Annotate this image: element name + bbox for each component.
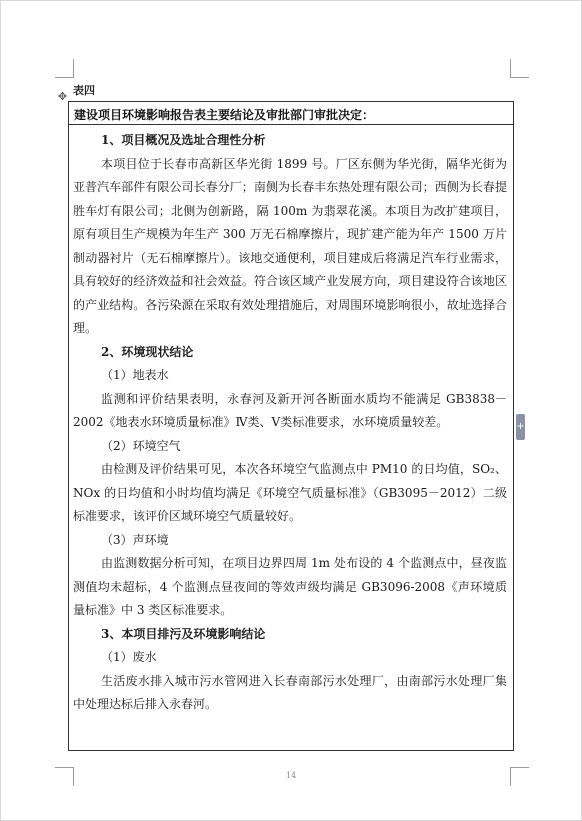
table-header-divider (69, 124, 513, 125)
subsection-title: （2）环境空气 (101, 438, 181, 453)
table-label: 表四 (73, 84, 95, 97)
subsection-title: （1）废水 (101, 650, 157, 664)
table-title: 建设项目环境影响报告表主要结论及审批部门审批决定： (74, 108, 375, 122)
table-move-handle-icon[interactable]: ✥ (57, 90, 68, 103)
paragraph: 由检测及评价结果可见，本次各环境空气监测点中 PM10 的日均值，SO₂、NOx 的日均值和小时均值均满足《环境空气质量标准》（GB3095－2012）二级标准要求，该评价区域环境空气质量较好。 (73, 462, 507, 523)
conclusion-table (68, 101, 514, 751)
page-number: 14 (285, 771, 297, 780)
section-heading: 3、本项目排污及环境影响结论 (101, 626, 266, 641)
crop-mark-top-right (510, 59, 529, 78)
paragraph: 由监测数据分析可知，在项目边界四周 1m 处布设的 4 个监测点中，昼夜监测值均未超标，4 个监测点昼夜间的等效声级均满足 GB3096-2008《声环境质量标准》中 3 类区标准要求。 (73, 556, 507, 617)
section-heading: 1、项目概况及选址合理性分析 (101, 133, 266, 147)
paragraph: 本项目位于长春市高新区华光街 1899 号。厂区东侧为华光街，隔华光街为亚普汽车部件有限公司长春分厂；南侧为长春丰东热处理有限公司；西侧为长春提胜车灯有限公司；北侧为创新路，隔 100m 为翡翠花溪。本项目为改扩建项目，原有项目生产规模为年生产 300 万无石棉摩擦片，现扩建产能为年产 1500 万片制动器衬片（无石棉摩擦片）。该地交通便利，项目建成后将满足汽车行业需求，具有较好的经济效益和社会效益。符合该区域产业发展方向，项目建设符合该地区的产业结构。各污染源在采取有效处理措施后，对周围环境影响很小，故址选择合理。 (73, 156, 507, 335)
subsection-title: （3）声环境 (101, 532, 169, 547)
paragraph: 生活废水排入城市污水管网进入长春南部污水处理厂，由南部污水处理厂集中处理达标后排入永春河。 (73, 673, 507, 711)
crop-mark-top-left (55, 59, 74, 78)
table-content[interactable] (73, 129, 507, 717)
subsection-title: （1）地表水 (101, 368, 169, 382)
section-heading: 2、环境现状结论 (101, 344, 194, 359)
expand-side-tab[interactable]: + (516, 414, 525, 440)
paragraph: 监测和评价结果表明，永春河及新开河各断面水质均不能满足 GB3838－2002《地表水环境质量标准》Ⅳ类、Ⅴ类标准要求，水环境质量较差。 (73, 391, 507, 429)
